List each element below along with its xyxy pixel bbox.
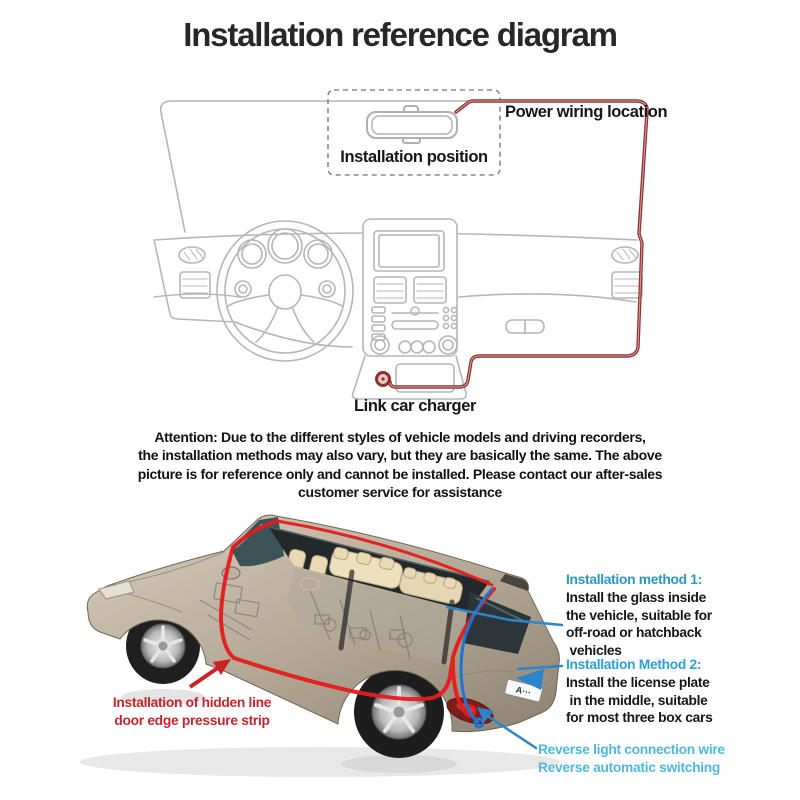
- page-title: Installation reference diagram: [183, 16, 617, 53]
- installation-position-label: Installation position: [340, 148, 488, 166]
- method1-annotation: [566, 571, 712, 660]
- method2-heading: Installation Method 2:: [566, 657, 702, 672]
- car-cutaway-illustration: [60, 505, 580, 800]
- method1-line: the vehicle, suitable for: [566, 607, 712, 623]
- attention-line: Attention: Due to the different styles of vehicle models and driving recorders,: [154, 429, 646, 445]
- link-car-charger-label: Link car charger: [354, 397, 476, 415]
- car-shadow: [80, 747, 560, 777]
- method1-line: vehicles: [566, 643, 622, 659]
- attention-note: [75, 428, 725, 502]
- attention-line: picture is for reference only and cannot be installed. Please contact our after-sales: [137, 465, 663, 482]
- center-stack: [363, 219, 457, 356]
- method2-annotation: [566, 656, 712, 727]
- method1-heading: Installation method 1:: [566, 572, 702, 587]
- dashboard-wiring-diagram: [150, 85, 660, 415]
- reverse-line: Reverse automatic switching: [538, 759, 721, 775]
- method1-line: Install the glass inside: [566, 589, 707, 605]
- hidden-line-text: Installation of hidden line: [112, 695, 272, 710]
- method2-line: in the middle, suitable: [566, 692, 708, 708]
- hidden-line-text: door edge pressure strip: [114, 712, 270, 728]
- method2-line: for most three box cars: [566, 710, 713, 726]
- reverse-line: Reverse light connection wire: [538, 742, 725, 757]
- power-wiring-label: Power wiring location: [505, 103, 668, 121]
- method1-line: off-road or hatchback: [566, 625, 702, 641]
- attention-line: the installation methods may also vary, but they are basically the same. The above: [138, 447, 662, 464]
- svg-text:A···: A···: [514, 684, 533, 698]
- method2-line: Install the license plate: [566, 674, 710, 690]
- hidden-line-annotation: [103, 694, 281, 729]
- rearview-mirror: [367, 106, 457, 143]
- reverse-light-annotation: [538, 741, 725, 776]
- steering-wheel: [217, 221, 353, 361]
- attention-line: customer service for assistance: [298, 484, 502, 501]
